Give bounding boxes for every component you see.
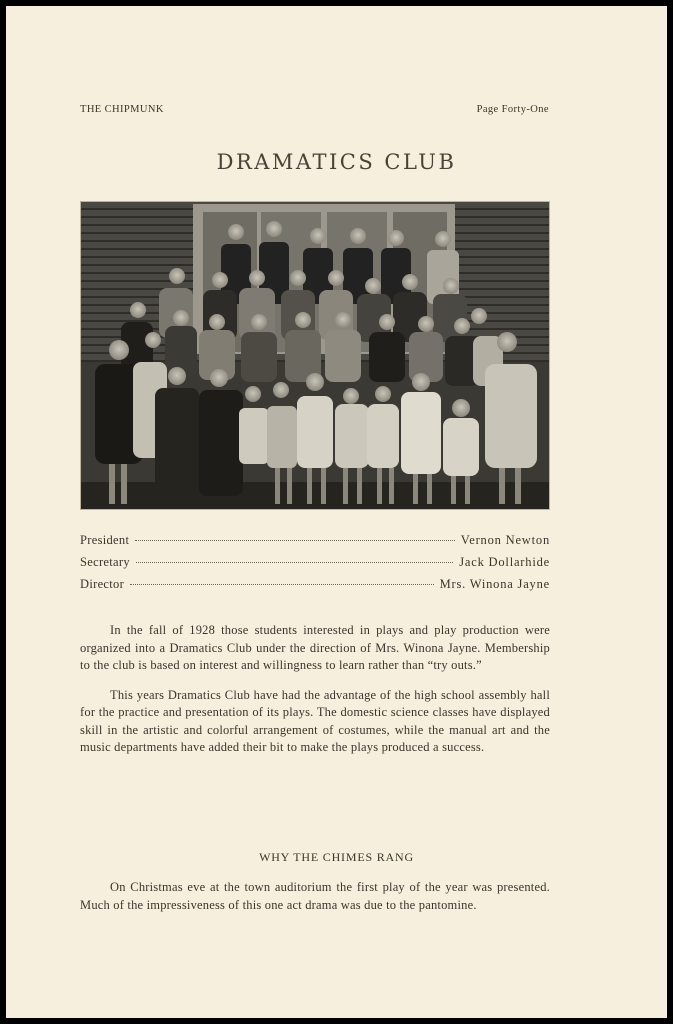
yearbook-page bbox=[6, 6, 667, 1018]
publication-name: THE CHIPMUNK bbox=[80, 104, 164, 115]
officer-role: Secretary bbox=[80, 555, 130, 569]
paragraph: On Christmas eve at the town auditorium the first play of the year was presented. Much of the impressiveness of this one act drama was due to the pantomine. bbox=[80, 880, 550, 912]
section-body bbox=[80, 879, 550, 914]
group-photo bbox=[80, 201, 550, 510]
officer-row-president bbox=[80, 533, 550, 555]
paragraph: In the fall of 1928 those students interested in plays and play production were organized into a Dramatics Club under the direction of Mrs. Winona Jayne. Membership to the club is based on interest and willingness to learn rather than “try outs.” bbox=[80, 623, 550, 672]
officer-role: President bbox=[80, 533, 130, 547]
officers-list bbox=[80, 533, 550, 599]
club-description bbox=[80, 622, 550, 769]
officer-name: Vernon Newton bbox=[460, 533, 550, 547]
dot-leader bbox=[135, 540, 455, 541]
officer-row-director bbox=[80, 577, 550, 599]
officer-name: Mrs. Winona Jayne bbox=[439, 577, 550, 591]
running-header bbox=[80, 104, 549, 115]
dot-leader bbox=[136, 562, 453, 563]
section-heading: WHY THE CHIMES RANG bbox=[259, 850, 414, 864]
paragraph: This years Dramatics Club have had the advantage of the high school assembly hall for the practice and presentation of its plays. The domestic science classes have displayed skill in the artistic and colorful arrangement of costumes, while the manual art and the music departments have added their bit to make the plays produced a success. bbox=[80, 687, 550, 754]
dot-leader bbox=[130, 584, 434, 585]
page-title: DRAMATICS CLUB bbox=[216, 150, 457, 174]
officer-name: Jack Dollarhide bbox=[459, 555, 550, 569]
officer-role: Director bbox=[80, 577, 125, 591]
page-number: Page Forty-One bbox=[476, 104, 549, 115]
officer-row-secretary bbox=[80, 555, 550, 577]
